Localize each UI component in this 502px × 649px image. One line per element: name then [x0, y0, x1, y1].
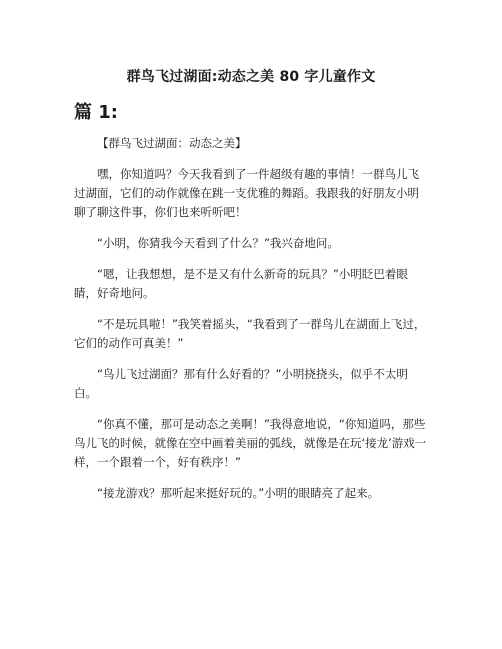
paragraph: “小明，你猜我今天看到了什么？”我兴奋地问。	[97, 236, 339, 250]
paragraph: “嗯，让我想想，是不是又有什么新奇的玩具？”小明眨巴着眼睛，好奇地问。	[74, 267, 408, 300]
document-title: 群鸟飞过湖面:动态之美 80 字儿童作文	[126, 69, 376, 85]
section-heading: 篇 1:	[74, 102, 118, 123]
paragraph: “接龙游戏？那听起来挺好玩的。”小明的眼睛亮了起来。	[97, 486, 380, 500]
paragraph: “鸟儿飞过湖面？那有什么好看的？”小明挠挠头，似乎不太明白。	[74, 367, 408, 400]
article-body	[74, 134, 430, 515]
paragraph: 嘿，你知道吗？今天我看到了一件超级有趣的事情！一群鸟儿飞过湖面，它们的动作就像在跳一支优雅的舞蹈。我跟我的好朋友小明聊了聊这件事，你们也来听听吧！	[74, 167, 419, 219]
paragraph: 【群鸟飞过湖面：动态之美】	[97, 136, 247, 150]
paragraph: “你真不懂，那可是动态之美啊！”我得意地说，“你知道吗，那些鸟儿飞的时候，就像在空中画着美丽的弧线，就像是在玩‘接龙’游戏一样，一个跟着一个，好有秩序！”	[74, 417, 427, 469]
paragraph: “不是玩具啦！”我笑着摇头，“我看到了一群鸟儿在湖面上飞过，它们的动作可真美！”	[74, 317, 426, 350]
